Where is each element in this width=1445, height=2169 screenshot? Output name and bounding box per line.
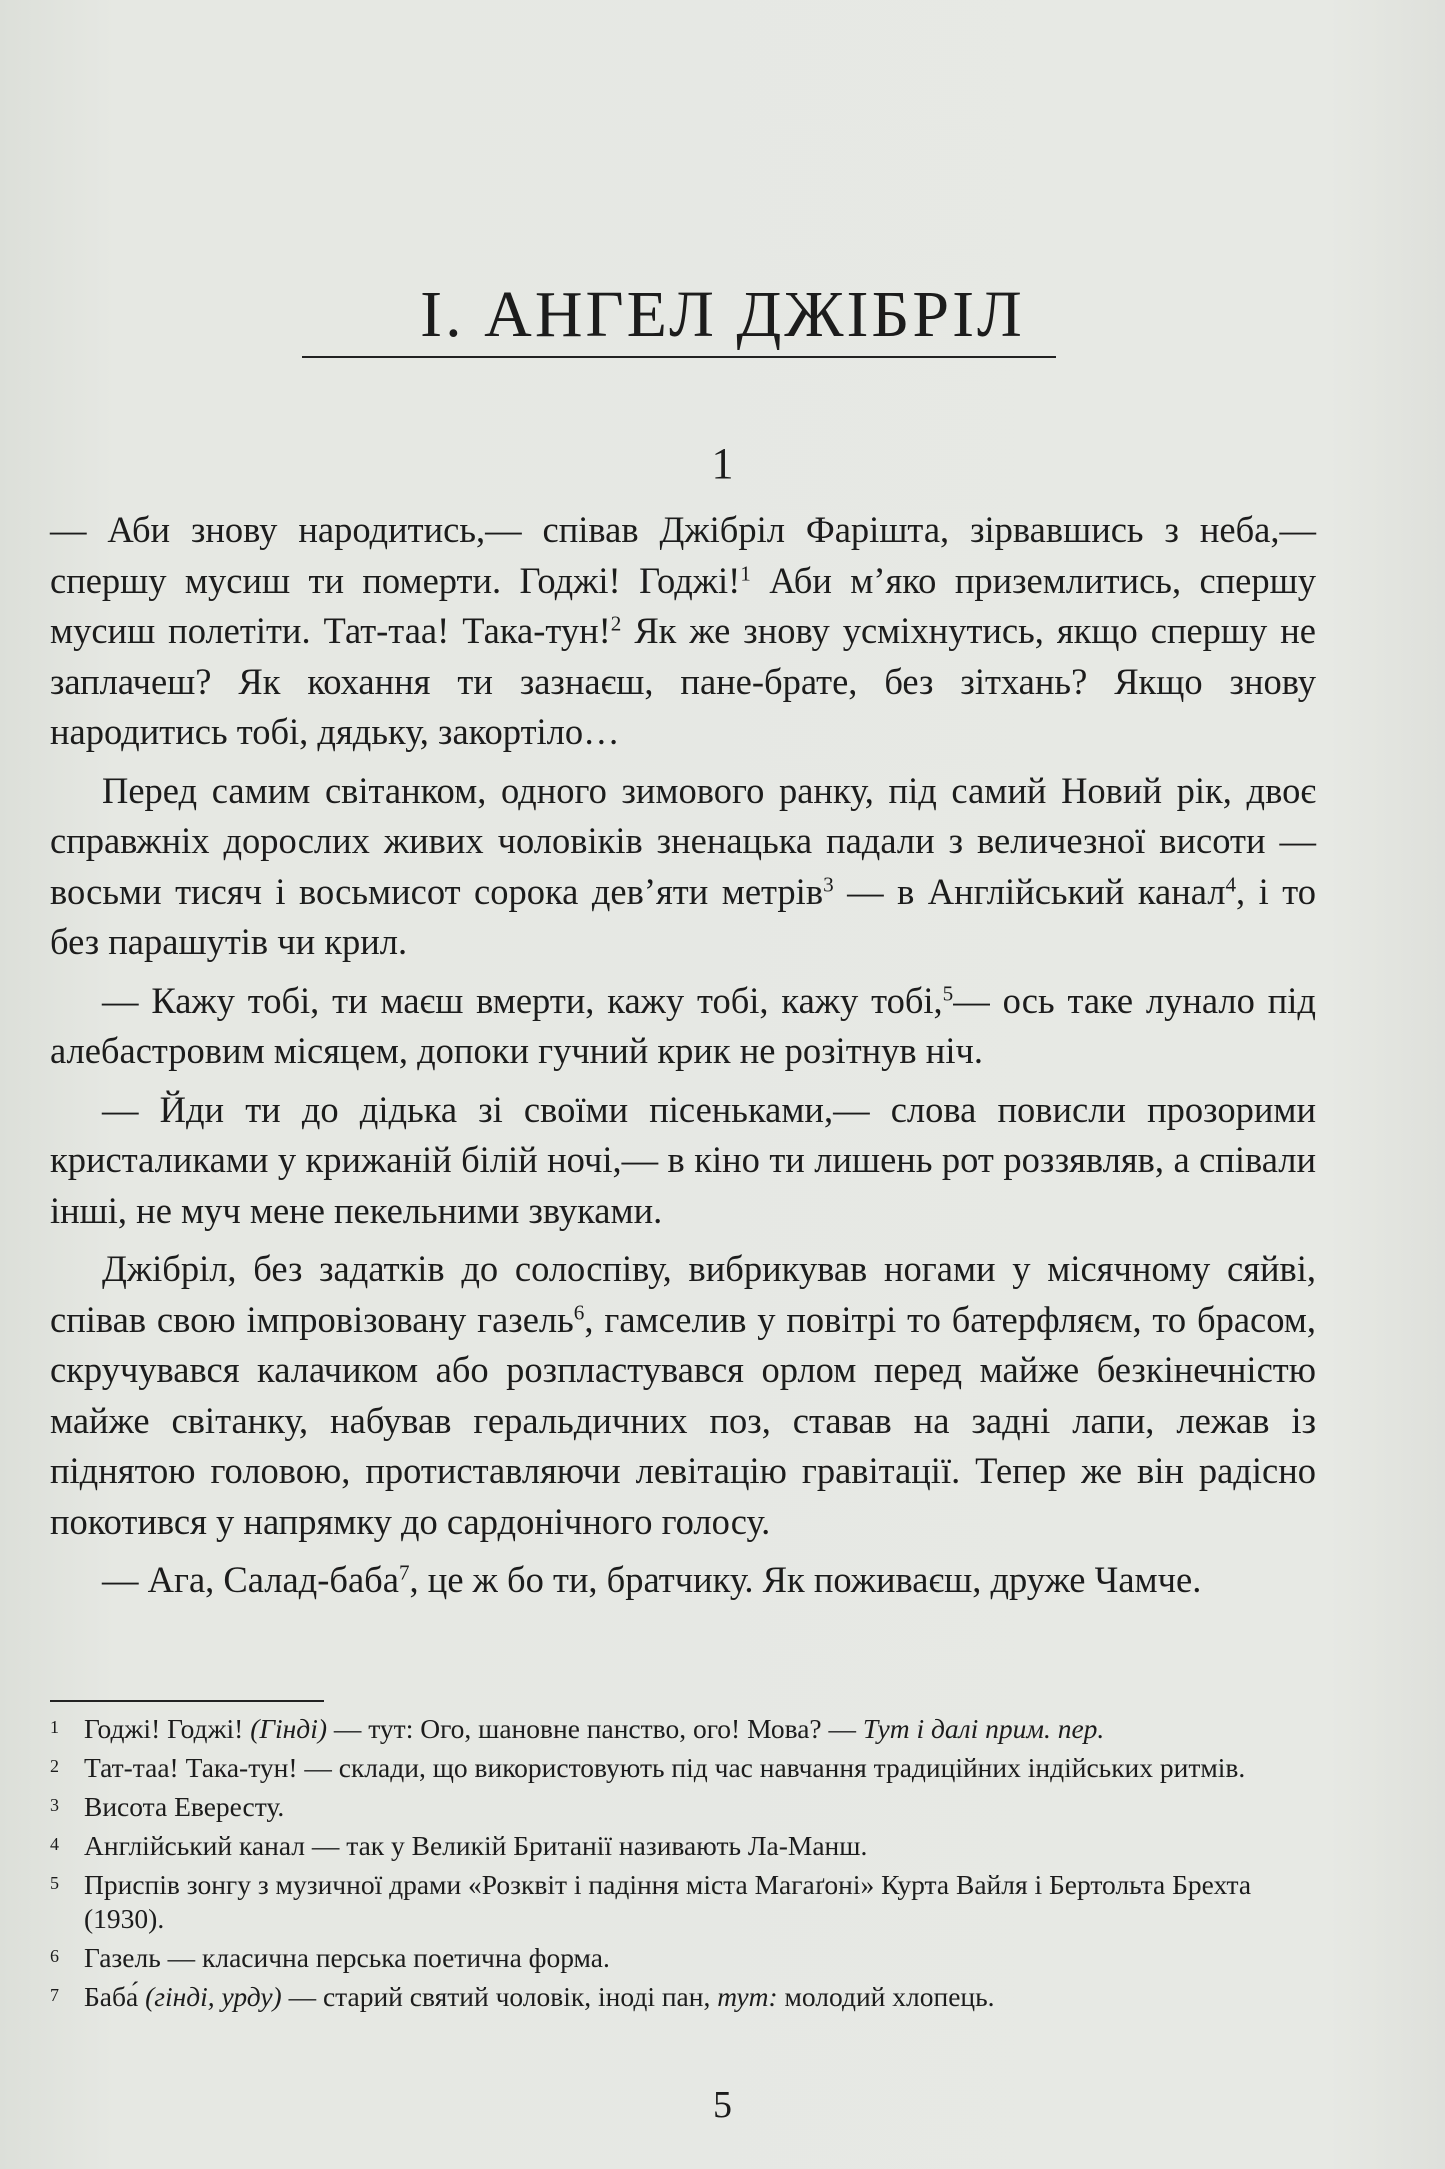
paragraph-text: — Кажу тобі, ти маєш вмерти, кажу тобі, кажу тобі, (102, 979, 943, 1021)
footnote-2 (50, 1751, 1316, 1785)
paragraph-text: — ось таке лунало під алебастровим місяцем, допоки гучний крик не розітнув ніч. (50, 979, 1316, 1071)
footnote-4 (50, 1829, 1316, 1863)
footnote-rule (50, 1700, 324, 1702)
footnote-text (84, 1712, 1316, 1746)
paragraph-1 (50, 505, 1316, 758)
footnote-text: Висота Евересту. (84, 1791, 285, 1822)
footnote-text-part: Годжі! Годжі! (84, 1713, 251, 1744)
paragraph-text: — Ага, Салад-баба (102, 1559, 399, 1600)
paragraph-text: Джібріл, без задатків до солоспіву, вибрикував ногами у місячному сяйві, співав свою імпровізовану газель (50, 1248, 1316, 1340)
paragraph-text: Перед самим світанком, одного зимового ранку, під самий Новий рік, двоє справжніх дорослих живих чоловіків зненацька падали з величезної висоти — восьми тисяч і восьмисот сорока дев’яти метрів (50, 769, 1316, 912)
footnote-ref-1: 1 (740, 560, 751, 585)
paragraph-text: , гамселив у повітрі то батерфляєм, то брасом, скручувався калачиком або розпластувався орлом перед майже безкінечністю майже світанку, набував геральдичних поз, ставав на задні лапи, лежав із піднятою головою, протиставляючи левітацію гравітації. Тепер же він радісно покотився у напрямку до сардонічного голосу. (50, 1298, 1316, 1542)
footnote-ref-6: 6 (573, 1299, 585, 1324)
footnote-number: 3 (50, 1795, 59, 1815)
footnote-ref-2: 2 (610, 611, 622, 636)
paragraph-text: — Аби знову народитись,— співав Джібріл Фарішта, зірвавшись з неба,— спершу мусиш ти померти. Годжі! Годжі! (50, 509, 1316, 601)
footnote-1 (50, 1712, 1316, 1746)
paragraph-3 (50, 976, 1316, 1077)
page-number: 5 (713, 2084, 732, 2126)
paragraph-5 (50, 1244, 1316, 1547)
chapter-title-rule (302, 356, 1056, 358)
footnote-ref-4: 4 (1225, 871, 1237, 896)
footnote-text-part: Баба́ (84, 1981, 146, 2012)
footnote-number: 6 (50, 1946, 59, 1966)
footnote-text: Англійський канал — так у Великій Британії називають Ла-Манш. (84, 1830, 868, 1861)
footnote-number: 7 (50, 1985, 59, 2005)
body-text (50, 505, 1316, 1614)
paragraph-text: — в Англійський канал (833, 870, 1226, 912)
footnote-text-part: молодий хлопець. (777, 1981, 995, 2012)
footnote-text-italic: (гінді, урду) (145, 1981, 282, 2012)
paragraph-text: Як же знову усміхнутись, якщо спершу не заплачеш? Як кохання ти зазнаєш, пане-брате, без зітхань? Якщо знову народитись тобі, дядьку, закортіло… (50, 610, 1316, 752)
footnote-ref-5: 5 (942, 980, 954, 1005)
footnote-ref-7: 7 (398, 1560, 410, 1585)
paragraph-text: , це ж бо ти, братчику. Як поживаєш, друже Чамче. (409, 1559, 1202, 1600)
footnote-5 (50, 1868, 1316, 1936)
footnote-number: 4 (50, 1834, 59, 1854)
chapter-title: І. АНГЕЛ ДЖІБРІЛ (420, 278, 1025, 351)
footnote-number: 2 (50, 1756, 59, 1776)
footnote-number: 1 (50, 1717, 59, 1737)
footnote-3 (50, 1790, 1316, 1824)
paragraph-text: Аби м’яко приземлитись, спершу мусиш полетіти. Тат-таа! Така-тун! (50, 559, 1316, 651)
footnote-text: Приспів зонгу з музичної драми «Розквіт і падіння міста Магаґоні» Курта Вайля і Бертольта Брехта (1930). (84, 1869, 1252, 1934)
footnote-6 (50, 1941, 1316, 1975)
footnote-7 (50, 1980, 1316, 2014)
footnote-text-italic: тут: (717, 1981, 778, 2012)
footnote-text-part: — тут: Ого, шановне панство, ого! Мова? — (327, 1713, 863, 1744)
footnotes (50, 1712, 1316, 2019)
paragraph-6 (50, 1555, 1316, 1606)
footnote-text-part: — старий святий чоловік, іноді пан, (281, 1981, 718, 2012)
footnote-number: 5 (50, 1873, 59, 1893)
paragraph-text: , і то без парашутів чи крил. (50, 870, 1316, 962)
footnote-text (84, 1980, 1316, 2014)
footnote-text-italic: (Гінді) (250, 1713, 328, 1744)
paragraph-2 (50, 766, 1316, 968)
footnote-text: Газель — класична перська поетична форма. (84, 1942, 610, 1973)
footnote-text: Тат-таа! Така-тун! — склади, що використовують під час навчання традиційних індійських ритмів. (84, 1752, 1246, 1783)
footnote-ref-3: 3 (823, 871, 834, 896)
paragraph-4: — Йди ти до дідька зі своїми пісеньками,— слова повисли прозорими кристаликами у крижаній білій ночі,— в кіно ти лишень рот роззявляв, а співали інші, не муч мене пекельними звуками. (50, 1088, 1316, 1231)
section-number: 1 (711, 439, 734, 488)
footnote-text-italic: Тут і далі прим. пер. (862, 1713, 1105, 1744)
